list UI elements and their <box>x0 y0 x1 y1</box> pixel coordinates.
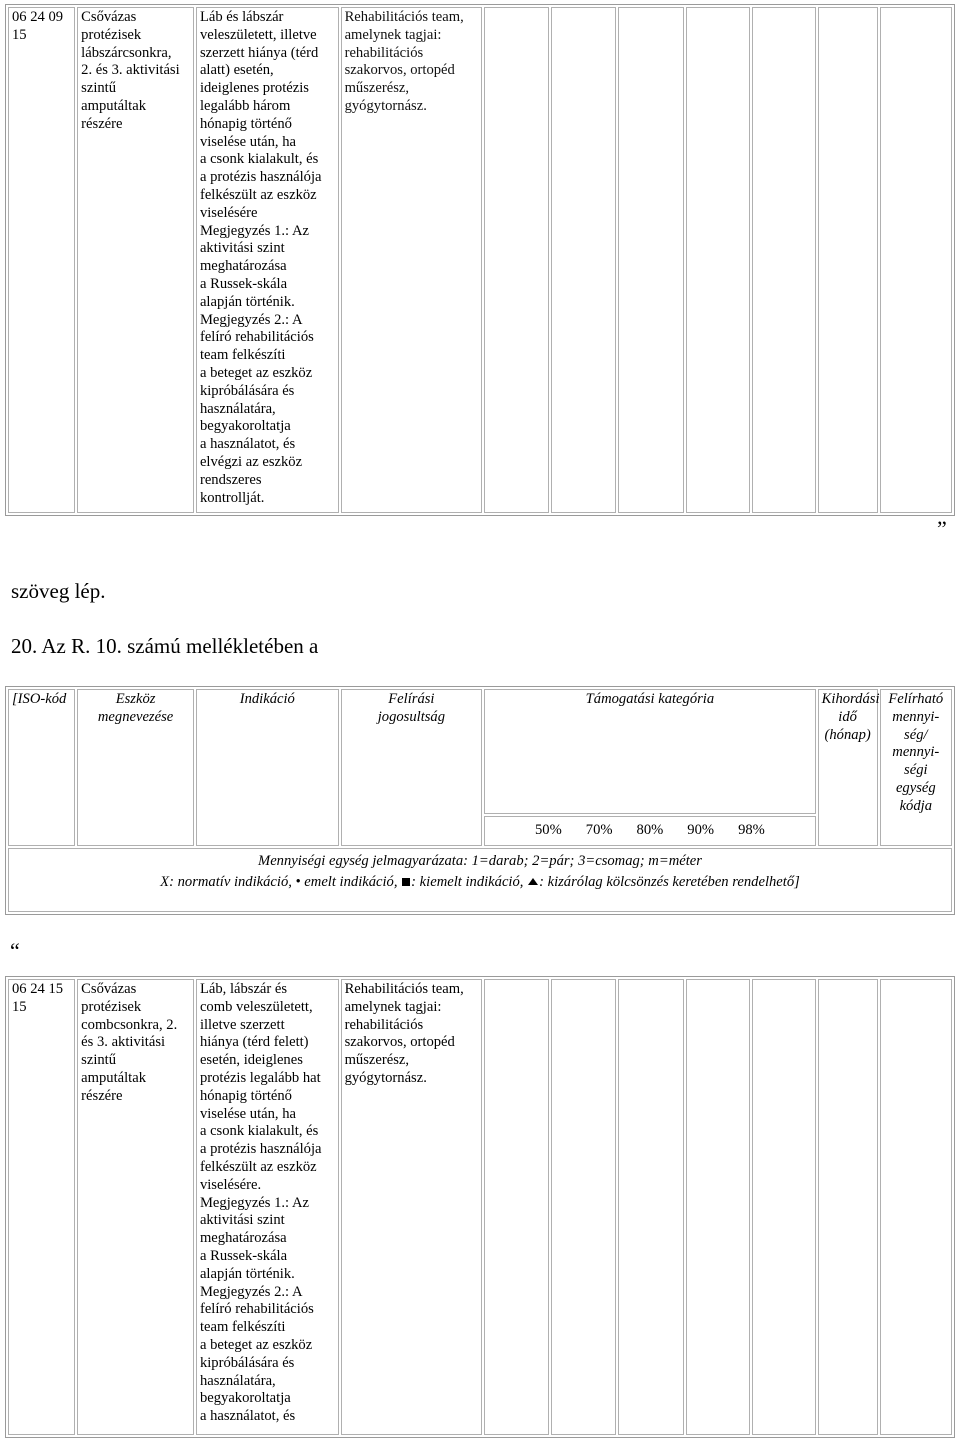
closing-quote: ” <box>937 516 947 541</box>
indication-legend <box>12 874 948 892</box>
support-98-cell <box>752 979 816 1435</box>
support-80-cell <box>618 979 683 1435</box>
text-line-replaced: szöveg lép. <box>11 579 106 603</box>
legend-cell <box>8 848 952 912</box>
support-70-cell <box>551 7 616 513</box>
indication-cell: Láb és lábszár veleszületett, illetve szerzett hiánya (térd alatt) esetén, ideiglenes protézis legalább három hónapig történő viselése után, ha a csonk kialakult, és a protézis használója felkészült az eszköz viselésére Megjegyzés 1.: Az aktivitási szint meghatározása a Russek-skála alapján történik. Megjegyzés 2.: A felíró rehabilitációs team felkészíti a beteget az eszköz kipróbálására és használatára, begyakoroltatja a használatot, és elvégzi az eszköz rendszeres kontrollját. <box>196 7 339 513</box>
support-80-cell <box>618 7 683 513</box>
legend-rental: : kizárólag kölcsönzés keretében rendelhető] <box>539 873 800 890</box>
support-90-cell <box>686 7 750 513</box>
support-90-cell <box>686 979 750 1435</box>
header-prescription-right: Felírási jogosultság <box>341 689 483 846</box>
text-line-amendment: 20. Az R. 10. számú mellékletében a <box>11 634 319 658</box>
square-bullet-icon <box>402 878 410 886</box>
header-device-name: Eszköz megnevezése <box>77 689 194 846</box>
legend-highlighted: : kiemelt indikáció, <box>411 873 524 890</box>
header-indication: Indikáció <box>196 689 339 846</box>
legend-normative: X: normatív indikáció, • emelt indikáció, <box>160 873 398 890</box>
header-quantity: Felírható mennyi- ség/ mennyi- ségi egység kódja <box>880 689 952 846</box>
iso-code-cell: 06 24 15 15 <box>8 979 75 1435</box>
indication-cell: Láb, lábszár és comb veleszületett, illetve szerzett hiánya (térd felett) esetén, ideiglenes protézis legalább hat hónapig történő viselése után, ha a csonk kialakult, és a protézis használója felkészült az eszköz viselésére. Megjegyzés 1.: Az aktivitási szint meghatározása a Russek-skála alapján történik. Megjegyzés 2.: A felíró rehabilitációs team felkészíti a beteget az eszköz kipróbálására és használatára, begyakoroltatja a használatot, és <box>196 979 339 1435</box>
device-table-2 <box>5 976 955 1438</box>
legend-row <box>8 848 952 912</box>
support-50-cell <box>484 979 549 1435</box>
header-iso-code: [ISO-kód <box>8 689 75 846</box>
device-name-cell: Csővázas protézisek lábszárcsonkra, 2. és 3. aktivitási szintű amputáltak részére <box>77 7 194 513</box>
support-70-cell <box>551 979 616 1435</box>
support-98-cell <box>752 7 816 513</box>
percent-70: 70% <box>585 822 613 839</box>
support-50-cell <box>484 7 549 513</box>
percent-90: 90% <box>687 822 715 839</box>
unit-legend: Mennyiségi egység jelmagyarázata: 1=darab; 2=pár; 3=csomag; m=méter <box>258 853 702 869</box>
header-support-category: Támogatási kategória <box>484 689 815 814</box>
table-row <box>8 7 952 513</box>
prescriber-cell: Rehabilitációs team, amelynek tagjai: rehabilitációs szakorvos, ortopéd műszerész, gyógytornász. <box>341 979 483 1435</box>
device-name-cell: Csővázas protézisek combcsonkra, 2. és 3. aktivitási szintű amputáltak részére <box>77 979 194 1435</box>
issue-time-cell <box>818 979 878 1435</box>
percent-80: 80% <box>636 822 664 839</box>
quantity-cell <box>880 7 952 513</box>
quantity-cell <box>880 979 952 1435</box>
triangle-up-icon <box>528 878 538 885</box>
prescriber-cell: Rehabilitációs team, amelynek tagjai: rehabilitációs szakorvos, ortopéd műszerész, gyógytornász. <box>341 7 483 513</box>
table-row <box>8 979 952 1435</box>
issue-time-cell <box>818 7 878 513</box>
percent-98: 98% <box>738 822 765 839</box>
percent-50: 50% <box>535 822 562 839</box>
header-issue-time: Kihordási idő (hónap) <box>818 689 878 846</box>
header-row <box>8 689 952 814</box>
device-table-1 <box>5 4 955 516</box>
opening-quote: “ <box>10 938 20 963</box>
iso-code-cell: 06 24 09 15 <box>8 7 75 513</box>
support-percentages <box>484 816 815 846</box>
header-table <box>5 686 955 915</box>
